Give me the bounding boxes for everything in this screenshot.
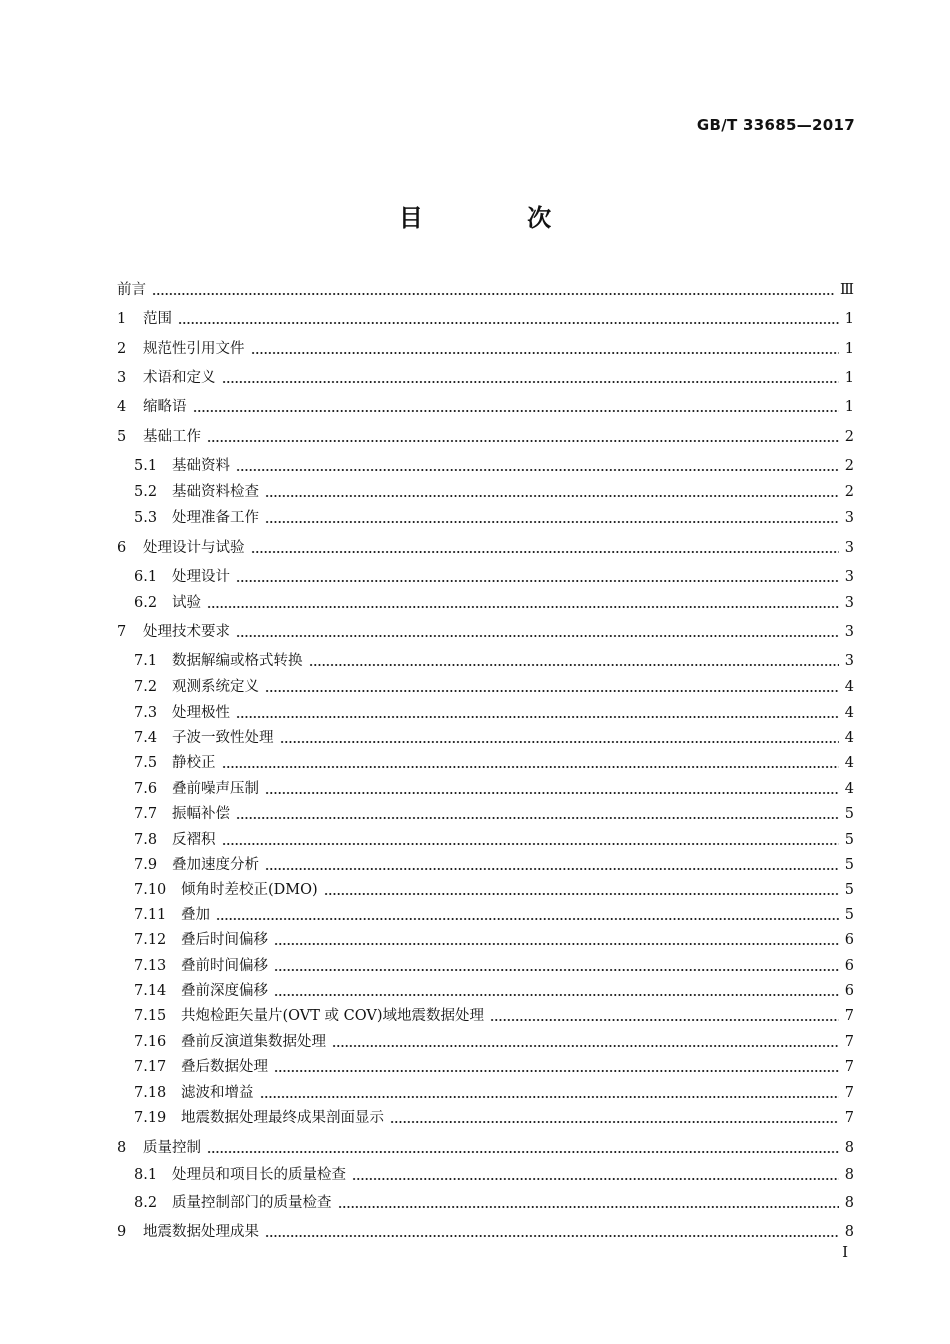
toc-entry-title: 振幅补偿: [172, 806, 230, 822]
toc-entry[interactable]: [134, 651, 854, 671]
toc-entry-number: 6: [117, 540, 127, 556]
toc-entry-page: 7: [844, 1059, 854, 1075]
toc-entry[interactable]: [117, 427, 854, 447]
toc-entry-page: 8: [844, 1224, 854, 1240]
page-number: I: [842, 1243, 848, 1261]
toc-entry-number: 7.2: [134, 679, 158, 695]
dot-leader: [236, 817, 839, 819]
toc-entry-title: 处理设计与试验: [143, 540, 245, 556]
toc-entry-title: 滤波和增益: [181, 1085, 254, 1101]
toc-entry-title: 子波一致性处理: [172, 730, 274, 746]
dot-leader: [236, 635, 839, 637]
toc-entry[interactable]: [134, 956, 854, 976]
toc-entry-page: 5: [844, 857, 854, 873]
toc-entry-number: 9: [117, 1224, 127, 1240]
dot-leader: [274, 969, 839, 971]
toc-entry[interactable]: [134, 930, 854, 950]
toc-entry-number: 7.14: [134, 983, 167, 999]
toc-entry-page: 1: [844, 370, 854, 386]
toc-entry[interactable]: [117, 280, 854, 300]
page-title: 目 次: [398, 204, 600, 232]
toc-entry[interactable]: [134, 1006, 854, 1026]
toc-entry-title: 反褶积: [172, 832, 216, 848]
toc-entry-title: 叠加速度分析: [172, 857, 259, 873]
toc-entry[interactable]: [134, 593, 854, 613]
toc-entry-page: 5: [844, 907, 854, 923]
toc-entry-number: 7.13: [134, 958, 167, 974]
toc-entry[interactable]: [134, 855, 854, 875]
toc-entry-page: 4: [844, 781, 854, 797]
toc-entry-page: 3: [844, 653, 854, 669]
toc-entry-title: 术语和定义: [143, 370, 216, 386]
dot-leader: [265, 690, 839, 692]
toc-entry-number: 7.5: [134, 755, 158, 771]
toc-entry-number: 5: [117, 429, 127, 445]
toc-entry-title: 静校正: [172, 755, 216, 771]
toc-entry-number: 1: [117, 311, 127, 327]
toc-entry-page: 5: [844, 832, 854, 848]
toc-entry-page: 2: [844, 458, 854, 474]
toc-entry-title: 数据解编或格式转换: [172, 653, 303, 669]
toc-entry-title: 基础资料检查: [172, 484, 259, 500]
toc-entry-title: 共炮检距矢量片(OVT 或 COV)域地震数据处理: [181, 1008, 485, 1024]
toc-entry-number: 5.2: [134, 484, 158, 500]
dot-leader: [178, 322, 839, 324]
toc-entry[interactable]: [134, 830, 854, 850]
toc-entry-title: 倾角时差校正(DMO): [181, 882, 318, 898]
dot-leader: [236, 469, 839, 471]
toc-entry-page: 7: [844, 1110, 854, 1126]
dot-leader: [265, 792, 839, 794]
toc-entry-page: 5: [844, 806, 854, 822]
dot-leader: [251, 551, 839, 553]
dot-leader: [265, 868, 839, 870]
dot-leader: [152, 293, 834, 295]
toc-entry-page: 8: [844, 1140, 854, 1156]
dot-leader: [216, 918, 839, 920]
dot-leader: [265, 1235, 839, 1237]
toc-entry-page: 2: [844, 484, 854, 500]
toc-entry-number: 7.10: [134, 882, 167, 898]
toc-entry-number: 5.1: [134, 458, 158, 474]
toc-entry[interactable]: [117, 339, 854, 359]
toc-entry-page: 4: [844, 679, 854, 695]
dot-leader: [490, 1019, 839, 1021]
dot-leader: [280, 741, 839, 743]
toc-entry-title: 处理技术要求: [143, 624, 230, 640]
toc-entry-title: 观测系统定义: [172, 679, 259, 695]
dot-leader: [324, 893, 839, 895]
toc-entry-title: 基础资料: [172, 458, 230, 474]
toc-entry-page: 6: [844, 958, 854, 974]
toc-entry[interactable]: [117, 622, 854, 642]
toc-entry[interactable]: [134, 880, 854, 900]
toc-entry-number: 2: [117, 341, 127, 357]
toc-entry[interactable]: [134, 981, 854, 1001]
toc-entry[interactable]: [134, 753, 854, 773]
dot-leader: [222, 843, 839, 845]
toc-entry[interactable]: [117, 397, 854, 417]
toc-entry-title: 叠后时间偏移: [181, 932, 268, 948]
toc-entry-title: 试验: [172, 595, 201, 611]
toc-entry[interactable]: [134, 482, 854, 502]
toc-entry-title: 地震数据处理成果: [143, 1224, 259, 1240]
toc-entry-number: 7.16: [134, 1034, 167, 1050]
toc-entry[interactable]: [134, 456, 854, 476]
toc-entry[interactable]: [134, 1057, 854, 1077]
toc-entry[interactable]: [117, 309, 854, 329]
toc-entry-title: 地震数据处理最终成果剖面显示: [181, 1110, 384, 1126]
dot-leader: [309, 664, 839, 666]
toc-entry-page: 3: [844, 540, 854, 556]
dot-leader: [222, 766, 839, 768]
toc-entry-number: 7.1: [134, 653, 158, 669]
toc-entry[interactable]: [134, 728, 854, 748]
toc-entry[interactable]: [134, 1193, 854, 1213]
toc-entry[interactable]: [134, 1083, 854, 1103]
toc-entry-title: 规范性引用文件: [143, 341, 245, 357]
toc-entry-title: 叠前反演道集数据处理: [181, 1034, 326, 1050]
toc-entry-number: 6.2: [134, 595, 158, 611]
toc-entry-page: 1: [844, 399, 854, 415]
toc-entry-title: 处理设计: [172, 569, 230, 585]
standard-code: GB/T 33685—2017: [696, 116, 855, 134]
toc-entry-number: 6.1: [134, 569, 158, 585]
toc-entry-page: 1: [844, 341, 854, 357]
dot-leader: [251, 352, 839, 354]
toc-entry-page: 1: [844, 311, 854, 327]
toc-entry-page: 4: [844, 755, 854, 771]
toc-entry-number: 7.9: [134, 857, 158, 873]
toc-entry-title: 处理极性: [172, 705, 230, 721]
toc-entry[interactable]: [134, 1108, 854, 1128]
toc-entry[interactable]: [117, 368, 854, 388]
toc-entry-page: 3: [844, 569, 854, 585]
dot-leader: [332, 1045, 839, 1047]
toc-entry-page: 8: [844, 1167, 854, 1183]
dot-leader: [207, 1151, 839, 1153]
toc-entry-number: 8.2: [134, 1195, 158, 1211]
toc-entry-number: 7.18: [134, 1085, 167, 1101]
toc-entry[interactable]: [134, 804, 854, 824]
toc-entry-page: 2: [844, 429, 854, 445]
toc-entry-number: 7.8: [134, 832, 158, 848]
toc-entry-title: 质量控制: [143, 1140, 201, 1156]
toc-entry-title: 处理员和项目长的质量检查: [172, 1167, 346, 1183]
toc-entry-page: 6: [844, 983, 854, 999]
toc-entry-number: 8.1: [134, 1167, 158, 1183]
toc-entry-page: 3: [844, 510, 854, 526]
toc-entry-number: 7.3: [134, 705, 158, 721]
toc-entry-number: 7.6: [134, 781, 158, 797]
toc-entry[interactable]: [134, 779, 854, 799]
toc-entry-page: Ⅲ: [840, 282, 854, 298]
toc-entry-title: 缩略语: [143, 399, 187, 415]
toc-entry-number: 5.3: [134, 510, 158, 526]
toc-entry-number: 7.4: [134, 730, 158, 746]
toc-entry-number: 7: [117, 624, 127, 640]
toc-entry[interactable]: [117, 1138, 854, 1158]
dot-leader: [352, 1178, 839, 1180]
toc-entry-page: 7: [844, 1008, 854, 1024]
toc-entry[interactable]: [134, 1165, 854, 1185]
toc-entry-title: 叠前深度偏移: [181, 983, 268, 999]
toc-entry-page: 8: [844, 1195, 854, 1211]
toc-entry[interactable]: [134, 508, 854, 528]
dot-leader: [222, 381, 839, 383]
dot-leader: [274, 1070, 839, 1072]
toc-entry-title: 质量控制部门的质量检查: [172, 1195, 332, 1211]
toc-entry-number: 7.7: [134, 806, 158, 822]
dot-leader: [338, 1206, 839, 1208]
toc-entry-number: 7.12: [134, 932, 167, 948]
toc-entry-title: 范围: [143, 311, 172, 327]
toc-entry-number: 7.19: [134, 1110, 167, 1126]
toc-entry-page: 7: [844, 1034, 854, 1050]
toc-entry[interactable]: [134, 1032, 854, 1052]
toc-entry-title: 前言: [117, 282, 146, 298]
toc-entry-page: 6: [844, 932, 854, 948]
toc-entry-page: 7: [844, 1085, 854, 1101]
toc-entry-title: 叠后数据处理: [181, 1059, 268, 1075]
toc-entry-title: 叠前噪声压制: [172, 781, 259, 797]
dot-leader: [207, 440, 839, 442]
dot-leader: [265, 521, 839, 523]
toc-entry-title: 处理准备工作: [172, 510, 259, 526]
toc-entry[interactable]: [117, 538, 854, 558]
toc-entry-page: 3: [844, 624, 854, 640]
toc-entry[interactable]: [117, 1222, 854, 1242]
toc-entry-page: 4: [844, 705, 854, 721]
toc-entry-number: 3: [117, 370, 127, 386]
toc-entry[interactable]: [134, 677, 854, 697]
dot-leader: [236, 716, 839, 718]
dot-leader: [274, 994, 839, 996]
toc-entry-number: 7.11: [134, 907, 167, 923]
dot-leader: [260, 1096, 839, 1098]
toc-entry-page: 3: [844, 595, 854, 611]
toc-entry[interactable]: [134, 703, 854, 723]
toc-entry-title: 叠加: [181, 907, 210, 923]
toc-entry-number: 7.17: [134, 1059, 167, 1075]
toc-entry-number: 4: [117, 399, 127, 415]
toc-entry-title: 基础工作: [143, 429, 201, 445]
toc-entry-page: 5: [844, 882, 854, 898]
dot-leader: [274, 943, 839, 945]
toc-entry-number: 8: [117, 1140, 127, 1156]
toc-entry[interactable]: [134, 905, 854, 925]
toc-entry-title: 叠前时间偏移: [181, 958, 268, 974]
dot-leader: [265, 495, 839, 497]
toc-entry-number: 7.15: [134, 1008, 167, 1024]
dot-leader: [193, 410, 839, 412]
dot-leader: [236, 580, 839, 582]
dot-leader: [390, 1121, 839, 1123]
dot-leader: [207, 606, 839, 608]
toc-entry-page: 4: [844, 730, 854, 746]
toc-entry[interactable]: [134, 567, 854, 587]
